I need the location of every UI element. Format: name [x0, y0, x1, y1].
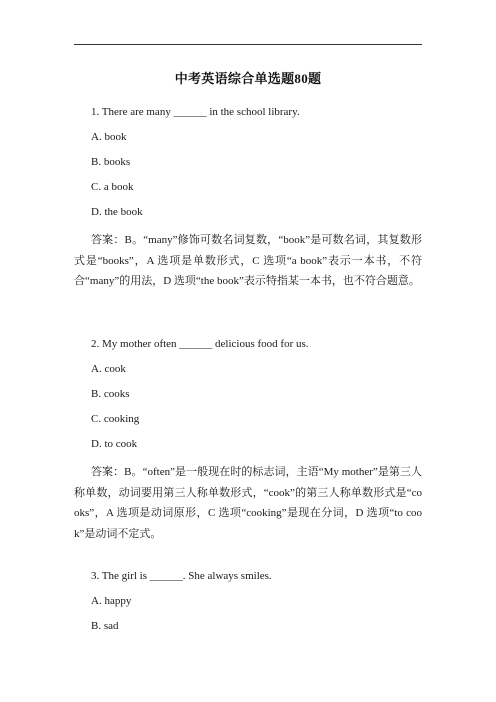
question-3-stem: 3. The girl is ______. She always smiles. — [91, 570, 272, 582]
question-3-option-a: A. happy — [91, 595, 132, 607]
question-1-option-b: B. books — [91, 156, 131, 168]
question-2-option-c: C. cooking — [91, 413, 140, 425]
question-1-option-d: D. the book — [91, 206, 143, 218]
question-2-stem: 2. My mother often ______ delicious food for us. — [91, 338, 309, 350]
question-2-option-a: A. cook — [91, 363, 126, 375]
question-2-answer: 答案：B。“often”是一般现在时的标志词，主语“My mother”是第三人称单数，动词要用第三人称单数形式，“cook”的第三人称单数形式是“cooks”，A 选项是动词原形，C 选项“cooking”是现在分词，D 选项“to cook”是动词不定式。 — [74, 466, 422, 540]
question-1-option-a: A. book — [91, 131, 127, 143]
document-title: 中考英语综合单选题80题 — [174, 71, 322, 86]
question-3-option-b: B. sad — [91, 620, 119, 632]
question-1-option-c: C. a book — [91, 181, 134, 193]
question-2-option-d: D. to cook — [91, 438, 138, 450]
question-2-option-b: B. cooks — [91, 388, 130, 400]
question-1-stem: 1. There are many ______ in the school library. — [91, 106, 300, 118]
question-1-answer: 答案：B。“many”修饰可数名词复数，“book”是可数名词，其复数形式是“books”，A 选项是单数形式，C 选项“a book”表示一本书，不符合“many”的用法，D 选项“the book”表示特指某一本书，也不符合题意。 — [74, 234, 422, 287]
header-rule — [74, 44, 422, 45]
